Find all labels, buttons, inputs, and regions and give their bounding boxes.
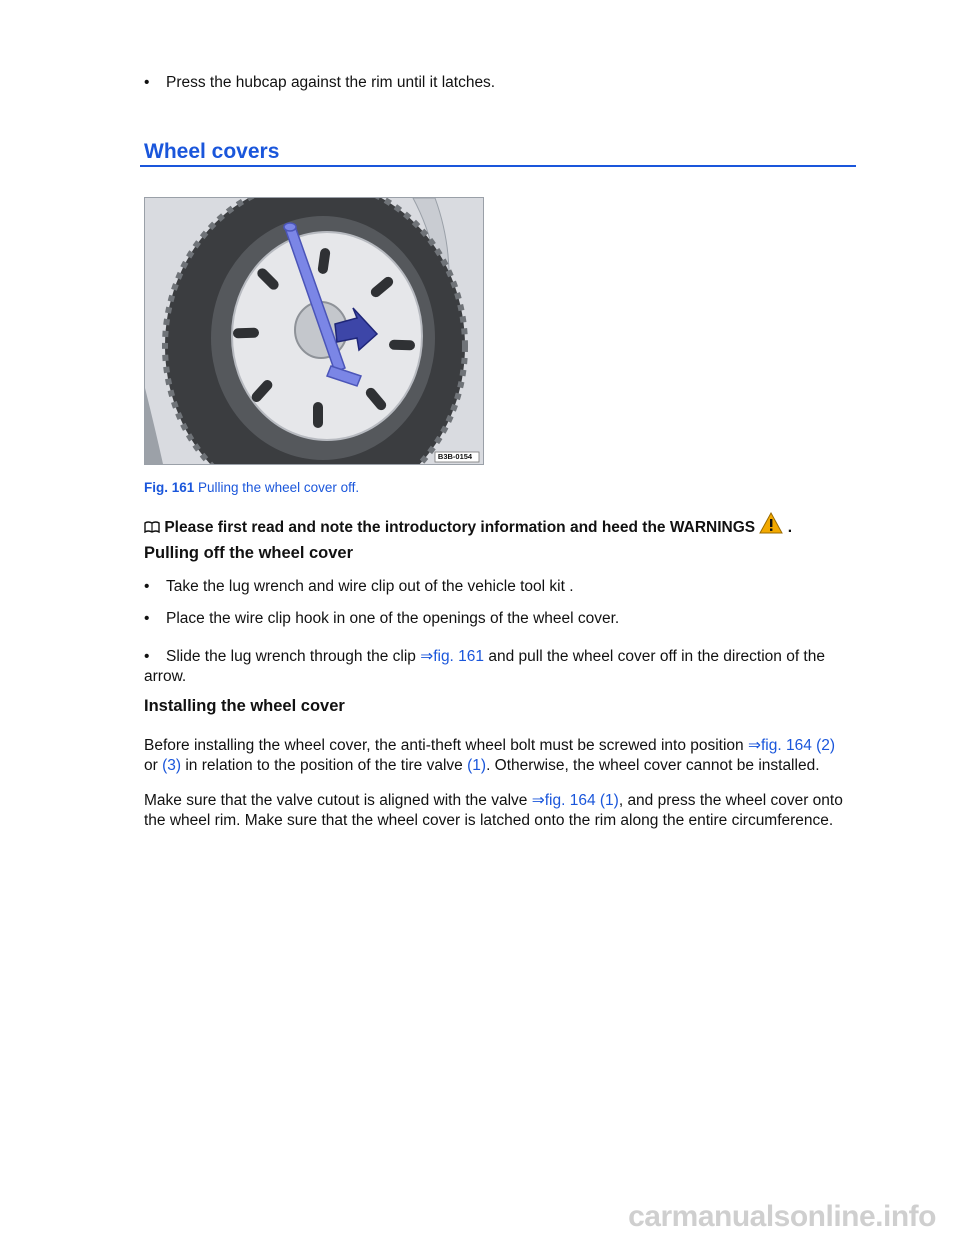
ref-label: fig. 161	[433, 648, 485, 665]
bullet-dot: •	[144, 578, 150, 595]
watermark: carmanualsonline.info	[628, 1200, 936, 1233]
text-segment: , and press the wheel cover onto	[618, 792, 843, 809]
bullet-dot: •	[144, 648, 150, 665]
warning-triangle-icon[interactable]	[759, 512, 783, 534]
cross-ref-link[interactable]	[420, 648, 484, 665]
ref-arrow: ⇒	[420, 648, 434, 665]
cross-ref-link[interactable]	[748, 737, 835, 754]
installing-heading: Installing the wheel cover	[144, 697, 345, 715]
list-item-text: Take the lug wrench and wire clip out of the vehicle tool kit .	[166, 578, 574, 595]
cross-ref-link[interactable]	[532, 792, 619, 809]
ref-label: fig. 164 (2)	[760, 737, 836, 754]
cross-ref-link[interactable]: (1)	[467, 757, 487, 774]
book-icon	[144, 521, 160, 533]
text-segment: Slide the lug wrench through the clip	[166, 648, 421, 665]
list-item-text	[166, 647, 825, 667]
cross-ref-link[interactable]: (3)	[162, 757, 182, 774]
pulling-heading: Pulling off the wheel cover	[144, 544, 354, 562]
text-segment: or	[144, 757, 163, 774]
note-tail: .	[787, 519, 793, 536]
figure-caption-text: Pulling the wheel cover off.	[194, 480, 360, 495]
bullet-dot: •	[144, 74, 150, 91]
text-segment: and pull the wheel cover off in the direction of the	[484, 648, 825, 665]
text-segment: Make sure that the valve cutout is aligned with the valve	[144, 792, 532, 809]
note-text: Please first read and note the introductory information and heed the WARNINGS	[164, 519, 756, 536]
text-segment: . Otherwise, the wheel cover cannot be installed.	[486, 757, 820, 774]
figure-number: Fig. 161	[144, 480, 195, 495]
note-line	[144, 512, 792, 537]
ref-arrow: ⇒	[747, 737, 761, 754]
figure-illustration	[144, 197, 484, 465]
text-segment: in relation to the position of the tire valve	[181, 757, 468, 774]
ref-arrow: ⇒	[531, 792, 545, 809]
bullet-dot: •	[144, 610, 150, 627]
list-item-text: Place the wire clip hook in one of the openings of the wheel cover.	[166, 610, 620, 627]
section-title: Wheel covers	[144, 140, 280, 163]
paragraph	[144, 736, 860, 776]
list-item-text: Press the hubcap against the rim until it latches.	[166, 74, 496, 91]
wheel-illustration	[145, 198, 483, 464]
text-segment: the wheel rim. Make sure that the wheel cover is latched onto the rim along the entire circumference.	[144, 812, 834, 829]
figure-code: B3B-0154	[437, 452, 473, 461]
figure-caption	[144, 480, 359, 495]
paragraph	[144, 791, 860, 831]
ref-label: fig. 164 (1)	[544, 792, 619, 809]
text-segment: Before installing the wheel cover, the anti-theft wheel bolt must be screwed into position	[144, 737, 748, 754]
section-rule	[140, 165, 856, 167]
list-item-continuation: arrow.	[144, 668, 187, 685]
